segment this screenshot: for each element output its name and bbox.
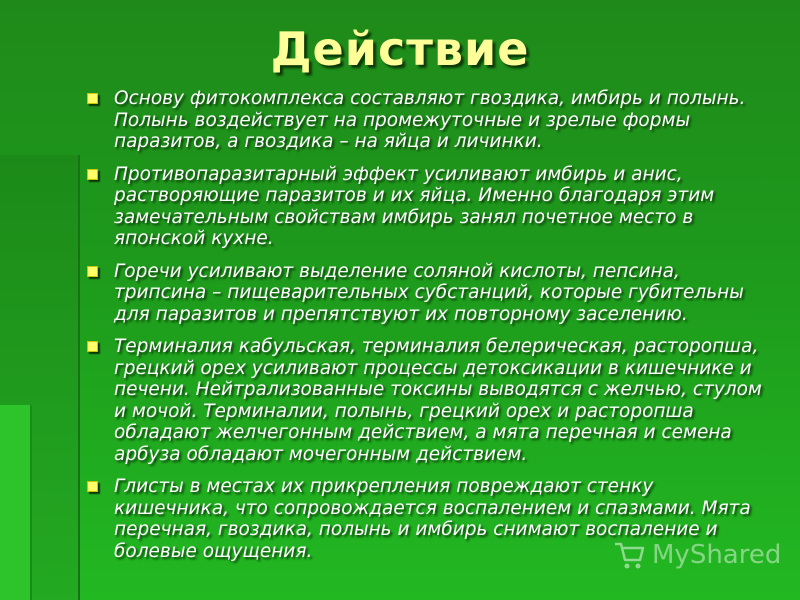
decorative-panel-lower (0, 405, 32, 600)
bullet-item (84, 336, 774, 465)
bullet-text: Противопаразитарный эффект усиливают имбирь и анис, растворяющие паразитов и их яйца. Именно благодаря этим замечательным свойствам имбирь занял почетное место в японской кухне. (114, 163, 715, 249)
cart-icon (612, 538, 646, 572)
bullet-item (84, 164, 774, 250)
bullet-text: Основу фитокомплекса составляют гвоздика, имбирь и полынь. Полынь воздействует на промежуточные и зрелые формы паразитов, а гвоздика – на яйца и личинки. (114, 88, 746, 152)
bullet-square-icon (87, 341, 98, 352)
bullet-item (84, 261, 774, 326)
bullet-square-icon (87, 266, 98, 277)
bullet-square-icon (87, 93, 98, 104)
watermark (612, 538, 781, 572)
bullet-text: Глисты в местах их прикрепления повреждают стенку кишечника, что сопровождается воспалением и спазмами. Мята перечная, гвоздика, полынь и имбирь снимают воспаление и болевые ощущения. (114, 476, 751, 562)
bullet-square-icon (87, 169, 98, 180)
bullet-text: Горечи усиливают выделение соляной кислоты, пепсина, трипсина – пищеварительных субстанций, которые губительны для паразитов и препятствуют их повторному заселению. (114, 260, 744, 325)
bullet-square-icon (87, 481, 98, 492)
bullet-text: Терминалия кабульская, терминалия белерическая, расторопша, грецкий орех усиливают процессы детоксикации в кишечнике и печени. Нейтрализованные токсины выводятся с желчью, стулом и мочой. Терминалии, полынь, грецкий орех и расторопша обладают желчегонным действием, а мята перечная и семена арбуза обладают мочегонным действием. (114, 336, 762, 465)
watermark-text: MyShared (652, 540, 782, 570)
bullet-item (84, 88, 774, 153)
slide-title: Действие (270, 22, 530, 76)
bullet-list (84, 88, 774, 573)
